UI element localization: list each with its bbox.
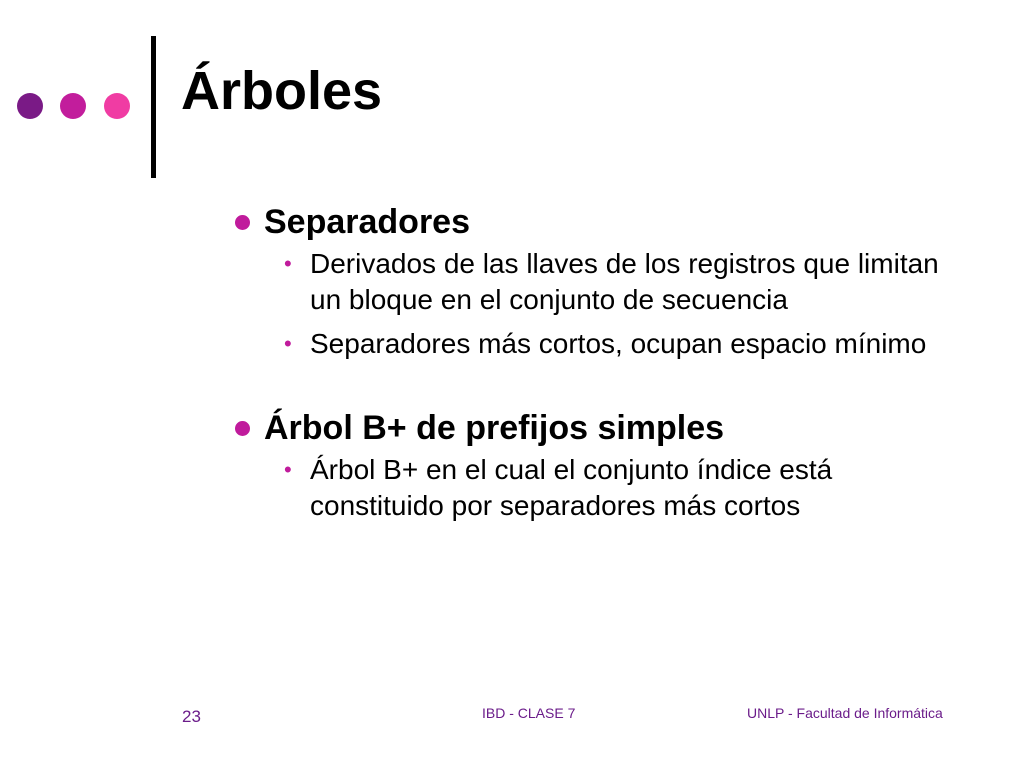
sub-bullet-icon: • — [284, 457, 292, 482]
section-separadores — [232, 200, 972, 362]
footer-institution: UNLP - Facultad de Informática — [747, 705, 943, 721]
heading-text: Separadores — [264, 203, 470, 241]
list-item-text: Separadores más cortos, ocupan espacio mínimo — [310, 328, 927, 359]
decorative-dot-1 — [17, 93, 43, 119]
sub-bullet-icon: • — [284, 251, 292, 276]
sub-bullet-icon: • — [284, 331, 292, 356]
footer-course: IBD - CLASE 7 — [482, 705, 576, 721]
decorative-dot-2 — [60, 93, 86, 119]
list-item — [232, 452, 972, 524]
list-item — [232, 326, 972, 362]
list-item-text: Derivados de las llaves de los registros que limitan un bloque en el conjunto de secuencia — [310, 248, 939, 315]
bullet-heading — [232, 406, 972, 450]
sub-bullet-list — [232, 246, 972, 362]
page-number: 23 — [182, 707, 201, 726]
heading-text: Árbol B+ de prefijos simples — [264, 409, 725, 447]
slide-content — [232, 200, 972, 568]
decorative-dot-3 — [104, 93, 130, 119]
section-arbol-prefijos — [232, 406, 972, 524]
title-divider — [151, 36, 156, 178]
bullet-dot-icon — [235, 215, 250, 230]
sub-bullet-list — [232, 452, 972, 524]
list-item-text: Árbol B+ en el cual el conjunto índice está constituido por separadores más cortos — [310, 454, 833, 521]
bullet-dot-icon — [235, 421, 250, 436]
slide-title: Árboles — [181, 61, 383, 121]
bullet-heading — [232, 200, 972, 244]
list-item — [232, 246, 972, 318]
